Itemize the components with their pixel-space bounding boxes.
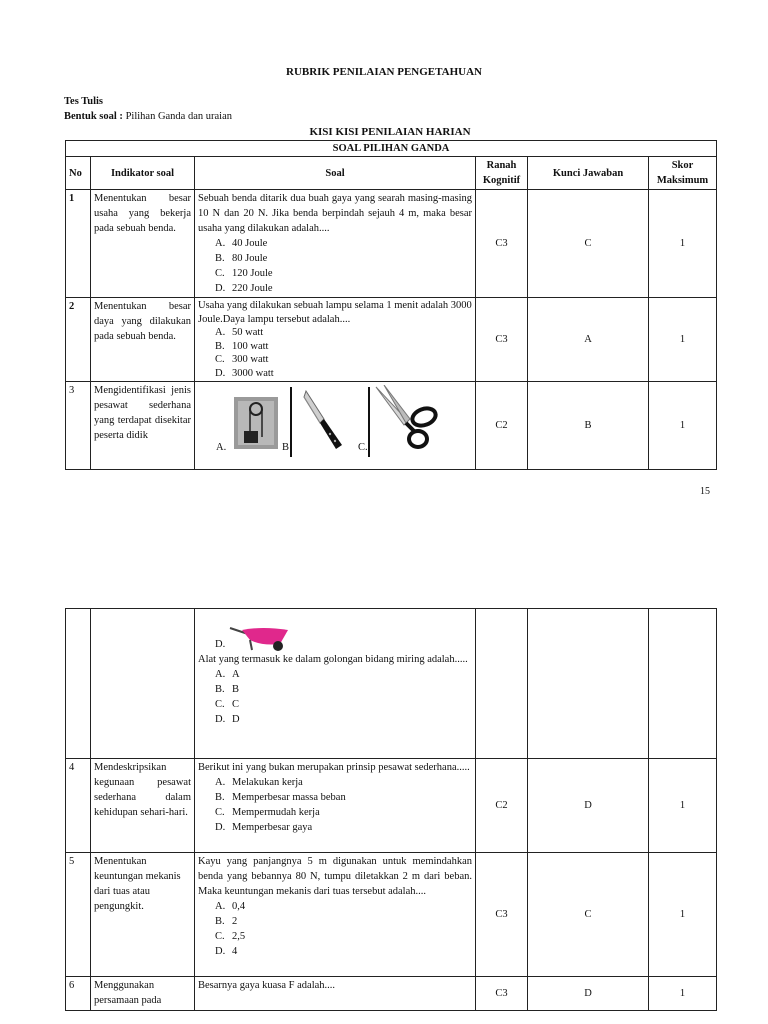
option-label: C. xyxy=(215,807,225,818)
row-ranah: C2 xyxy=(476,382,528,470)
option-text: 4 xyxy=(232,946,238,957)
knife-image xyxy=(300,389,348,453)
option xyxy=(215,251,472,266)
row-skor: 1 xyxy=(649,298,717,382)
header-soal: Soal xyxy=(195,157,476,190)
option-label: A. xyxy=(215,777,226,788)
row-skor: 1 xyxy=(649,759,717,853)
pulley-image xyxy=(234,397,278,449)
rubric-table-page1 xyxy=(65,140,717,470)
row-soal: Usaha yang dilakukan sebuah lampu selama 1 menit adalah 3000 Joule.Daya lampu tersebut adalah.... xyxy=(198,300,472,325)
row-soal: Sebuah benda ditarik dua buah gaya yang searah masing-masing 10 N dan 20 N. Jika benda berpindah sejauh 4 m, maka besar usaha yang dilakukan adalah.... xyxy=(198,193,472,234)
row-ranah: C3 xyxy=(476,977,528,1011)
option xyxy=(215,914,472,929)
section-title: SOAL PILIHAN GANDA xyxy=(66,141,717,157)
option-text: C xyxy=(232,699,240,710)
table-header-row xyxy=(66,157,717,190)
header-no: No xyxy=(66,157,91,190)
row-soal-cell xyxy=(195,298,476,382)
row-skor: 1 xyxy=(649,977,717,1011)
option-label: D. xyxy=(215,822,226,833)
option xyxy=(215,929,472,944)
option-text: 50 watt xyxy=(232,327,264,338)
option-text: 2 xyxy=(232,916,238,927)
option xyxy=(215,790,472,805)
option-text: Mempermudah kerja xyxy=(232,807,320,818)
row-kunci: C xyxy=(528,190,649,298)
row-soal-cell xyxy=(195,190,476,298)
option xyxy=(215,667,472,682)
image-label-b: B xyxy=(282,442,290,453)
option-label: A. xyxy=(215,669,226,680)
row-skor: 1 xyxy=(649,190,717,298)
row-images-cell xyxy=(195,382,476,470)
options-list xyxy=(198,667,472,727)
kisi-title: KISI KISI PENILAIAN HARIAN xyxy=(309,126,471,138)
option xyxy=(215,697,472,712)
table-row xyxy=(66,382,717,470)
image-label-d: D. xyxy=(215,639,226,650)
page-number: 15 xyxy=(700,486,710,497)
option-label: B. xyxy=(215,253,225,264)
table-row xyxy=(66,190,717,298)
row-no xyxy=(66,609,91,759)
row-no: 1 xyxy=(66,190,91,298)
tool-images xyxy=(198,383,472,455)
row-ranah xyxy=(476,609,528,759)
row-kunci: D xyxy=(528,759,649,853)
option xyxy=(215,340,472,354)
row-kunci: C xyxy=(528,853,649,977)
option-text: 120 Joule xyxy=(232,268,273,279)
form-value: Pilihan Ganda dan uraian xyxy=(122,111,232,122)
option xyxy=(215,805,472,820)
row-ranah: C2 xyxy=(476,759,528,853)
row-indikator: Menentukan besar daya yang dilakukan pada sebuah benda. xyxy=(91,298,195,382)
option xyxy=(215,899,472,914)
option-text: 220 Joule xyxy=(232,283,273,294)
option-label: B. xyxy=(215,792,225,803)
row-soal-cell xyxy=(195,609,476,759)
option xyxy=(215,236,472,251)
row-skor: 1 xyxy=(649,382,717,470)
row-indikator: Mendeskripsikan kegunaan pesawat sederhana dalam kehidupan sehari-hari. xyxy=(91,759,195,853)
row-no: 6 xyxy=(66,977,91,1011)
options-list xyxy=(198,326,472,380)
scissors-image xyxy=(374,385,444,451)
table-row xyxy=(66,853,717,977)
option-label: C. xyxy=(215,268,225,279)
row-indikator: Mengidentifikasi jenis pesawat sederhana yang terdapat disekitar peserta didik xyxy=(91,382,195,470)
option-text: 100 watt xyxy=(232,340,269,352)
row-kunci: B xyxy=(528,382,649,470)
test-type: Tes Tulis xyxy=(64,96,104,107)
image-divider xyxy=(368,387,370,457)
header-indikator: Indikator soal xyxy=(91,157,195,190)
option xyxy=(215,353,472,367)
table-row xyxy=(66,759,717,853)
option-label: B. xyxy=(215,916,225,927)
scissors-icon xyxy=(374,385,444,451)
row-soal-cell xyxy=(195,853,476,977)
option-label: A. xyxy=(215,901,226,912)
row-indikator: Menentukan besar usaha yang bekerja pada sebuah benda. xyxy=(91,190,195,298)
option xyxy=(215,820,472,835)
table-row xyxy=(66,977,717,1011)
option-label: B. xyxy=(215,340,225,352)
knife-icon xyxy=(300,389,348,453)
form-line xyxy=(64,111,232,122)
wheelbarrow-icon xyxy=(228,622,292,652)
row-indikator: Menentukan keuntungan mekanis dari tuas atau pengungkit. xyxy=(91,853,195,977)
wheelbarrow-row xyxy=(198,610,472,648)
row-no: 3 xyxy=(66,382,91,470)
header-skor: Skor Maksimum xyxy=(649,157,717,190)
option-label: A. xyxy=(215,238,226,249)
row-no: 4 xyxy=(66,759,91,853)
row-soal: Alat yang termasuk ke dalam golongan bidang miring adalah..... xyxy=(198,654,468,665)
row-skor xyxy=(649,609,717,759)
form-label: Bentuk soal : xyxy=(64,111,123,122)
option-label: D. xyxy=(215,367,226,379)
wheelbarrow-image xyxy=(228,622,292,652)
option-text: B xyxy=(232,684,240,695)
image-label-a: A. xyxy=(216,442,227,453)
option-text: 80 Joule xyxy=(232,253,268,264)
table-row xyxy=(66,298,717,382)
option-text: 2,5 xyxy=(232,931,246,942)
header-kunci: Kunci Jawaban xyxy=(528,157,649,190)
option-text: Memperbesar gaya xyxy=(232,822,313,833)
row-soal: Kayu yang panjangnya 5 m digunakan untuk memindahkan benda yang bebannya 80 N, tumpu diletakkan 2 m dari beban. Maka keuntungan mekanis dari tuas tersebut adalah.... xyxy=(198,856,472,897)
row-soal: Berikut ini yang bukan merupakan prinsip pesawat sederhana..... xyxy=(198,762,470,773)
table-row xyxy=(66,609,717,759)
row-soal-cell xyxy=(195,759,476,853)
header-ranah: Ranah Kognitif xyxy=(476,157,528,190)
option xyxy=(215,367,472,381)
options-list xyxy=(198,236,472,296)
image-divider xyxy=(290,387,292,457)
option-text: 3000 watt xyxy=(232,367,274,379)
row-ranah: C3 xyxy=(476,853,528,977)
option xyxy=(215,944,472,959)
option-label: B. xyxy=(215,684,225,695)
option-label: C. xyxy=(215,354,225,365)
row-skor: 1 xyxy=(649,853,717,977)
option xyxy=(215,326,472,340)
options-list xyxy=(198,775,472,835)
option-label: D. xyxy=(215,946,226,957)
document-title: RUBRIK PENILAIAN PENGETAHUAN xyxy=(286,66,482,78)
row-ranah: C3 xyxy=(476,298,528,382)
option-text: D xyxy=(232,714,240,725)
options-list xyxy=(198,899,472,959)
row-kunci: D xyxy=(528,977,649,1011)
option-text: Melakukan kerja xyxy=(232,777,303,788)
option-text: Memperbesar massa beban xyxy=(232,792,346,803)
option xyxy=(215,266,472,281)
option xyxy=(215,775,472,790)
option-text: 300 watt xyxy=(232,354,269,365)
option-label: A. xyxy=(215,327,226,338)
section-header-row xyxy=(66,141,717,157)
option xyxy=(215,281,472,296)
option-label: D. xyxy=(215,714,226,725)
row-indikator xyxy=(91,609,195,759)
option-text: A xyxy=(232,669,240,680)
row-soal: Besarnya gaya kuasa F adalah.... xyxy=(195,977,476,1011)
option-text: 40 Joule xyxy=(232,238,268,249)
option xyxy=(215,712,472,727)
image-label-c: C. xyxy=(358,442,368,453)
row-ranah: C3 xyxy=(476,190,528,298)
row-no: 5 xyxy=(66,853,91,977)
row-kunci: A xyxy=(528,298,649,382)
row-no: 2 xyxy=(66,298,91,382)
option-label: D. xyxy=(215,283,226,294)
rubric-table-page2 xyxy=(65,608,717,1011)
option-label: C. xyxy=(215,699,225,710)
option-text: 0,4 xyxy=(232,901,246,912)
option-label: C. xyxy=(215,931,225,942)
row-kunci xyxy=(528,609,649,759)
row-indikator: Menggunakan persamaan pada xyxy=(91,977,195,1011)
option xyxy=(215,682,472,697)
pulley-icon xyxy=(234,397,278,449)
